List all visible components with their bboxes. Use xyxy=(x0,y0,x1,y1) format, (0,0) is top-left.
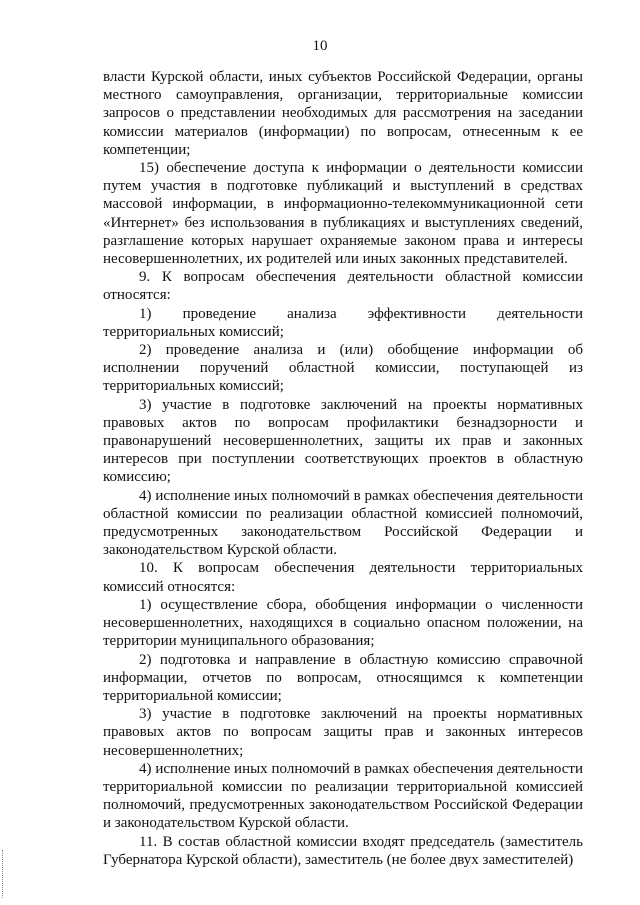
paragraph-section-9: 9. К вопросам обеспечения деятельности областной комиссии относятся: xyxy=(103,269,583,304)
paragraph-section-11: 11. В состав областной комиссии входят председатель (заместитель Губернатора Курской области), заместитель (не более двух заместителей) xyxy=(103,833,583,868)
paragraph-section-9-item-2: 2) проведение анализа и (или) обобщение информации об исполнении поручений областной комиссии, поступающей из территориальных комиссий; xyxy=(103,342,583,395)
scan-edge-mark xyxy=(2,850,5,898)
paragraph-section-10-item-2: 2) подготовка и направление в областную комиссию справочной информации, отчетов по вопросам, относящимся к компетенции территориальной комиссии; xyxy=(103,651,583,704)
paragraph-section-9-item-4: 4) исполнение иных полномочий в рамках обеспечения деятельности областной комиссии по реализации областной комиссией полномочий, предусмотренных законодательством Российской Федерации и законодательством Курской области. xyxy=(103,487,583,559)
document-body xyxy=(103,68,583,869)
paragraph-continuation: власти Курской области, иных субъектов Российской Федерации, органы местного самоуправления, организации, территориальные комиссии запросов о представлении необходимых для рассмотрения на заседании комиссии материалов (информации) по вопросам, отнесенным к ее компетенции; xyxy=(103,69,583,158)
paragraph-section-9-item-3: 3) участие в подготовке заключений на проекты нормативных правовых актов по вопросам профилактики безнадзорности и правонарушений несовершеннолетних, защиты их прав и законных интересов при поступлении соответствующих проектов в областную комиссию; xyxy=(103,396,583,486)
paragraph-item-15: 15) обеспечение доступа к информации о деятельности комиссии путем участия в подготовке публикаций и выступлений в средствах массовой информации, в информационно-телекоммуникационной сети «Интернет» без использования в публикациях и выступлениях сведений, разглашение которых нарушает охраняемые законом права и интересы несовершеннолетних, их родителей или иных законных представителей. xyxy=(103,160,583,268)
paragraph-section-9-item-1: 1) проведение анализа эффективности деятельности территориальных комиссий; xyxy=(103,305,583,340)
paragraph-section-10-item-3: 3) участие в подготовке заключений на проекты нормативных правовых актов по вопросам защиты прав и законных интересов несовершеннолетних; xyxy=(103,706,583,759)
paragraph-section-10-item-1: 1) осуществление сбора, обобщения информации о численности несовершеннолетних, находящихся в социально опасном положении, на территории муниципального образования; xyxy=(103,596,583,650)
paragraph-section-10: 10. К вопросам обеспечения деятельности территориальных комиссий относятся: xyxy=(103,560,583,595)
page-number: 10 xyxy=(312,38,328,54)
paragraph-section-10-item-4: 4) исполнение иных полномочий в рамках обеспечения деятельности территориальной комиссии по реализации территориальной комиссией полномочий, предусмотренных законодательством Российской Федерации и законодательством Курской области. xyxy=(103,760,583,832)
